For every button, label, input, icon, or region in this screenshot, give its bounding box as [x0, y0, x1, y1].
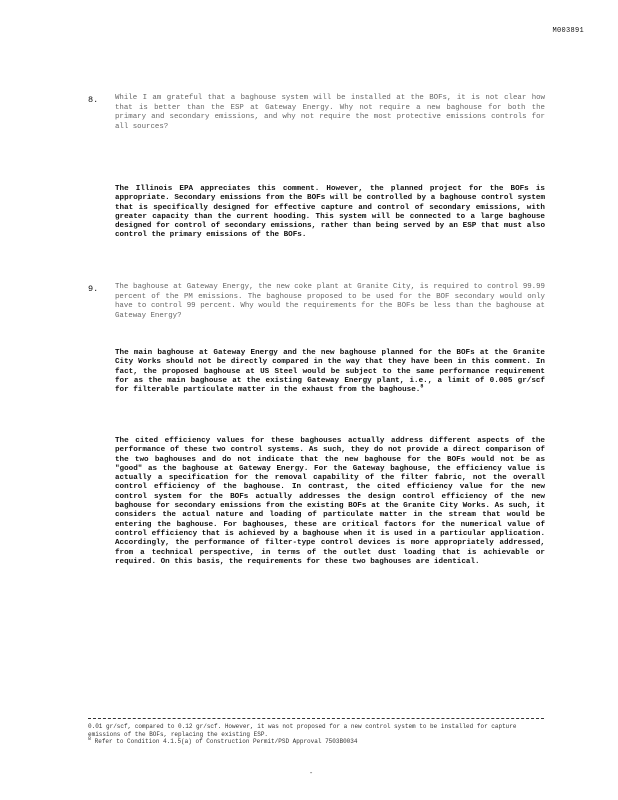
footnote: 0.01 gr/scf, compared to 0.12 gr/scf. However, it was not proposed for a new control system to be installed for capture emissions of the BOFs, replacing the existing ESP. — [88, 723, 517, 738]
response-paragraph: The cited efficiency values for these baghouses actually address different aspects of the performance of these two control systems. As such, they do not provide a direct comparison of the two baghouses and do not indicate that the new baghouse for the BOFs would not be as "good" as the baghouse at Gateway Energy. For the Gateway baghouse, the efficiency value is actually a specification for the removal capability of the filter fabric, not the overall control efficiency of the baghouse. In contrast, the cited efficiency value for the new control system for the BOFs actually addresses the design control efficiency of the new baghouse for secondary emissions from the existing BOFs at the Granite City Works. As such, it considers the actual nature and loading of particulate matter in the stream that would be entering the baghouse. For baghouses, these are critical factors for the numerical value of control efficiency that is achieved by a baghouse when it is used in a particular application. Accordingly, the performance of filter-type control devices is more appropriately addressed, from a technical perspective, in terms of the outlet dust loading that is achievable or required. On this basis, the requirements for these two baghouses are identical. — [115, 437, 545, 566]
response-text — [115, 185, 545, 241]
response-paragraph — [115, 349, 545, 395]
response-text — [115, 437, 545, 567]
footnote-marker: 8 — [420, 383, 424, 390]
response-sentence: The main baghouse at Gateway Energy and the new baghouse planned for the BOFs at the Granite City Works should not be directly compared in the way that they have been in this comment. In fact, the proposed baghouse at US Steel would be subject to the same performance requirement for as the main baghouse at the existing Gateway Energy plant, i.e., a limit of 0.005 gr/scf for filterable particulate matter in the exhaust from the baghouse. — [115, 349, 545, 395]
comment-paragraph: While I am grateful that a baghouse system will be installed at the BOFs, it is not clear how that is better than the ESP at Gateway Energy. Why not require a new baghouse for both the primary and secondary emissions, and why not require the most protective emissions controls for all sources? — [115, 94, 545, 131]
footnote-marker: 8 — [88, 736, 92, 743]
response-text — [115, 349, 545, 395]
footnotes — [88, 723, 544, 746]
comment-paragraph: The baghouse at Gateway Energy, the new coke plant at Granite City, is required to control 99.99 percent of the PM emissions. The baghouse proposed to be used for the BOF secondary would only have to control 99 percent. Why would the requirements for the BOFs be less than the baghouse at Gateway Energy? — [115, 283, 545, 320]
document-id: M003891 — [552, 27, 584, 35]
response-paragraph: The Illinois EPA appreciates this comment. However, the planned project for the BOFs is appropriate. Secondary emissions from the BOFs will be controlled by a baghouse control system that is specifically designed for effective capture and control of secondary emissions, with greater capacity than the current hooding. This system will be connected to a large baghouse designed for control of secondary emissions, rather than being served by an ESP that must also control the primary emissions of the BOFs. — [115, 185, 545, 240]
comment-text — [115, 283, 545, 321]
comment-text — [115, 94, 545, 132]
footnote-divider — [88, 718, 544, 719]
item-number: 8. — [88, 95, 99, 105]
footnote — [88, 738, 544, 746]
page-number: - — [309, 770, 314, 778]
item-number: 9. — [88, 284, 99, 294]
footnote-text: Refer to Condition 4.1.5(a) of Construction Permit/PSD Approval 7503B0034 — [94, 738, 358, 746]
